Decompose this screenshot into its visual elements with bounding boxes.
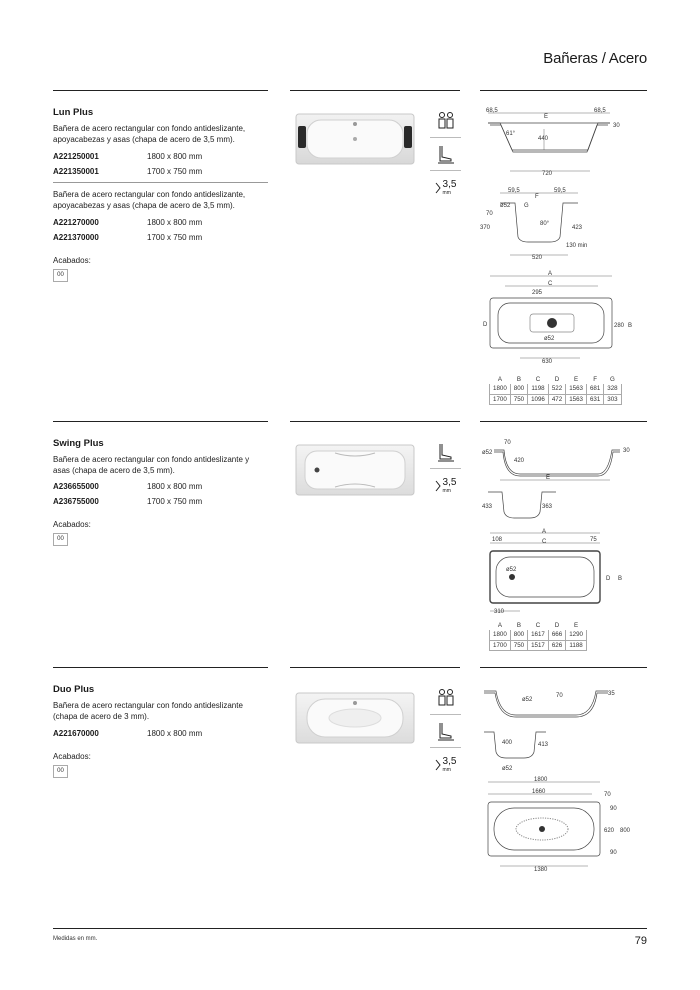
product-size: 1800 x 800 mm	[147, 482, 203, 491]
svg-text:370: 370	[480, 225, 491, 231]
product-description: Bañera de acero rectangular con fondo antideslizante, apoyacabezas y asas (chapa de acero de 3,5 mm).	[53, 190, 246, 210]
svg-text:C: C	[542, 539, 547, 545]
svg-text:E: E	[544, 114, 549, 120]
table-cell: 1800	[490, 384, 511, 394]
svg-text:D: D	[483, 322, 488, 328]
svg-text:420: 420	[514, 458, 525, 464]
svg-text:280: 280	[614, 323, 625, 329]
product-code: A236655000	[53, 482, 99, 491]
table-cell: 750	[510, 394, 527, 404]
svg-text:A: A	[548, 271, 553, 277]
svg-text:423: 423	[572, 225, 583, 231]
table-cell: 1700	[490, 640, 511, 650]
thickness-icon	[435, 182, 442, 194]
table-header: E	[574, 375, 579, 383]
section-divider	[480, 90, 647, 91]
section-divider	[53, 667, 268, 668]
table-cell: 1617	[528, 630, 549, 640]
section-divider	[290, 90, 460, 91]
product-name: Duo Plus	[53, 684, 95, 695]
table-row	[490, 640, 587, 650]
product-description: Bañera de acero rectangular con fondo antideslizante y asas (chapa de acero de 3,5 mm).	[53, 455, 250, 475]
svg-text:B: B	[628, 323, 633, 329]
feature-icons	[430, 436, 461, 502]
svg-text:295: 295	[532, 290, 543, 296]
svg-text:E: E	[546, 475, 551, 481]
table-cell: 1188	[566, 640, 587, 650]
svg-text:C: C	[548, 281, 553, 287]
table-cell: 800	[510, 630, 527, 640]
table-cell: 681	[586, 384, 603, 394]
table-cell: 328	[604, 384, 621, 394]
two-persons-icon	[437, 111, 455, 131]
side-view-diagram	[480, 683, 640, 723]
table-cell: 626	[548, 640, 565, 650]
product-description: Bañera de acero rectangular con fondo antideslizante, apoyacabezas y asas (chapa de acero de 3,5 mm).	[53, 124, 246, 144]
table-header: E	[574, 621, 579, 629]
page-number: 79	[634, 935, 647, 947]
product-size: 1700 x 750 mm	[147, 497, 203, 506]
svg-text:70: 70	[556, 693, 563, 699]
product-size: 1800 x 800 mm	[147, 152, 203, 161]
table-cell: 303	[604, 394, 621, 404]
svg-text:A: A	[542, 529, 547, 535]
footer-divider	[53, 928, 647, 929]
svg-text:D: D	[606, 576, 611, 582]
table-cell: 1563	[566, 394, 587, 404]
finishes-label: Acabados:	[53, 752, 91, 761]
dimensions-table	[489, 620, 587, 651]
svg-text:800: 800	[620, 828, 631, 834]
svg-text:35: 35	[608, 691, 615, 697]
svg-text:ø52: ø52	[500, 203, 511, 209]
table-cell: 1700	[490, 394, 511, 404]
thickness-icon	[435, 480, 442, 492]
svg-text:68,5: 68,5	[486, 108, 498, 114]
svg-text:30: 30	[623, 448, 630, 454]
end-view-diagram	[480, 488, 580, 524]
table-cell: 666	[548, 630, 565, 640]
table-header: D	[554, 621, 560, 629]
feature-icons	[430, 682, 461, 781]
svg-text:70: 70	[504, 440, 511, 446]
section-divider	[53, 421, 268, 422]
svg-text:68,5: 68,5	[594, 108, 606, 114]
feature-icons	[430, 105, 461, 204]
end-view-diagram	[480, 728, 580, 774]
table-header: D	[554, 375, 560, 383]
svg-text:B: B	[618, 576, 623, 582]
finish-swatch: 00	[53, 269, 68, 282]
table-row	[490, 630, 587, 640]
svg-text:720: 720	[542, 171, 553, 177]
svg-text:90: 90	[610, 806, 617, 812]
non-slip-foot-icon	[437, 442, 455, 462]
table-cell: 631	[586, 394, 603, 404]
product-code: A221270000	[53, 218, 99, 227]
section-divider	[480, 667, 647, 668]
page-title: Bañeras / Acero	[543, 50, 647, 67]
table-cell: 1563	[566, 384, 587, 394]
top-view-diagram	[480, 527, 640, 617]
table-cell: 472	[548, 394, 565, 404]
svg-text:70: 70	[604, 792, 611, 798]
section-divider	[480, 421, 647, 422]
table-cell: 800	[510, 384, 527, 394]
table-row	[490, 384, 622, 394]
table-header: B	[516, 375, 521, 383]
svg-text:310: 310	[494, 609, 505, 615]
table-cell: 1198	[528, 384, 549, 394]
svg-text:ø52: ø52	[502, 766, 513, 772]
svg-text:ø52: ø52	[544, 336, 555, 342]
finish-swatch: 00	[53, 765, 68, 778]
svg-text:433: 433	[482, 504, 493, 510]
product-photo-lun-plus	[295, 110, 415, 168]
product-description: Bañera de acero rectangular con fondo antideslizante (chapa de acero de 3 mm).	[53, 701, 243, 721]
svg-text:620: 620	[604, 828, 615, 834]
thickness-label: 3,5 mm	[435, 478, 457, 494]
product-size: 1700 x 750 mm	[147, 167, 203, 176]
table-header-row	[490, 374, 622, 384]
svg-text:59,5: 59,5	[554, 188, 566, 194]
product-code: A221670000	[53, 729, 99, 738]
svg-text:F: F	[535, 194, 539, 200]
table-header: G	[610, 375, 615, 383]
table-header: C	[535, 375, 541, 383]
product-name: Lun Plus	[53, 107, 94, 118]
svg-text:1660: 1660	[532, 789, 546, 795]
product-size: 1800 x 800 mm	[147, 218, 203, 227]
top-view-diagram	[480, 270, 640, 366]
finish-swatch: 00	[53, 533, 68, 546]
footnote: Medidas en mm.	[53, 936, 98, 942]
table-header-row	[490, 620, 587, 630]
finishes-label: Acabados:	[53, 520, 91, 529]
table-cell: 1800	[490, 630, 511, 640]
table-cell: 1517	[528, 640, 549, 650]
product-code: A221370000	[53, 233, 99, 242]
thickness-label: 3,5 mm	[435, 180, 457, 196]
non-slip-foot-icon	[437, 721, 455, 741]
product-photo-swing-plus	[295, 441, 415, 499]
non-slip-foot-icon	[437, 144, 455, 164]
svg-text:1380: 1380	[534, 867, 548, 873]
side-view-diagram	[480, 436, 640, 486]
svg-text:1800: 1800	[534, 777, 548, 783]
finishes-label: Acabados:	[53, 256, 91, 265]
group-divider	[53, 182, 268, 183]
dimensions-table	[489, 374, 622, 405]
product-code: A236755000	[53, 497, 99, 506]
product-name: Swing Plus	[53, 438, 104, 449]
table-header: A	[497, 621, 502, 629]
svg-text:ø52: ø52	[482, 450, 493, 456]
svg-text:413: 413	[538, 742, 549, 748]
end-view-diagram	[480, 185, 630, 260]
svg-text:70: 70	[486, 211, 493, 217]
product-code: A221350001	[53, 167, 99, 176]
svg-text:363: 363	[542, 504, 553, 510]
svg-text:440: 440	[538, 136, 549, 142]
table-row	[490, 394, 622, 404]
table-header: A	[497, 375, 502, 383]
product-code: A221250001	[53, 152, 99, 161]
thickness-icon	[435, 759, 442, 771]
table-cell: 1096	[528, 394, 549, 404]
svg-text:630: 630	[542, 359, 553, 365]
side-view-diagram	[480, 105, 630, 180]
table-cell: 522	[548, 384, 565, 394]
svg-text:130 min: 130 min	[566, 243, 588, 249]
table-header: F	[593, 375, 597, 383]
svg-text:ø52: ø52	[506, 567, 517, 573]
product-size: 1800 x 800 mm	[147, 729, 203, 738]
top-view-diagram	[480, 774, 640, 874]
table-header: C	[535, 621, 541, 629]
thickness-label: 3,5 mm	[435, 757, 457, 773]
product-size: 1700 x 750 mm	[147, 233, 203, 242]
svg-text:400: 400	[502, 740, 513, 746]
svg-text:90: 90	[610, 850, 617, 856]
svg-text:108: 108	[492, 537, 503, 543]
table-header: B	[516, 621, 521, 629]
section-divider	[290, 667, 460, 668]
table-cell: 750	[510, 640, 527, 650]
section-divider	[53, 90, 268, 91]
svg-text:75: 75	[590, 537, 597, 543]
svg-text:59,5: 59,5	[508, 188, 520, 194]
svg-text:80°: 80°	[540, 221, 550, 227]
two-persons-icon	[437, 688, 455, 708]
svg-text:G: G	[524, 203, 529, 209]
table-cell: 1290	[566, 630, 587, 640]
svg-text:ø52: ø52	[522, 697, 533, 703]
product-photo-duo-plus	[295, 689, 415, 747]
svg-text:61°: 61°	[506, 131, 516, 137]
svg-text:520: 520	[532, 255, 543, 260]
section-divider	[290, 421, 460, 422]
svg-text:30: 30	[613, 123, 620, 129]
